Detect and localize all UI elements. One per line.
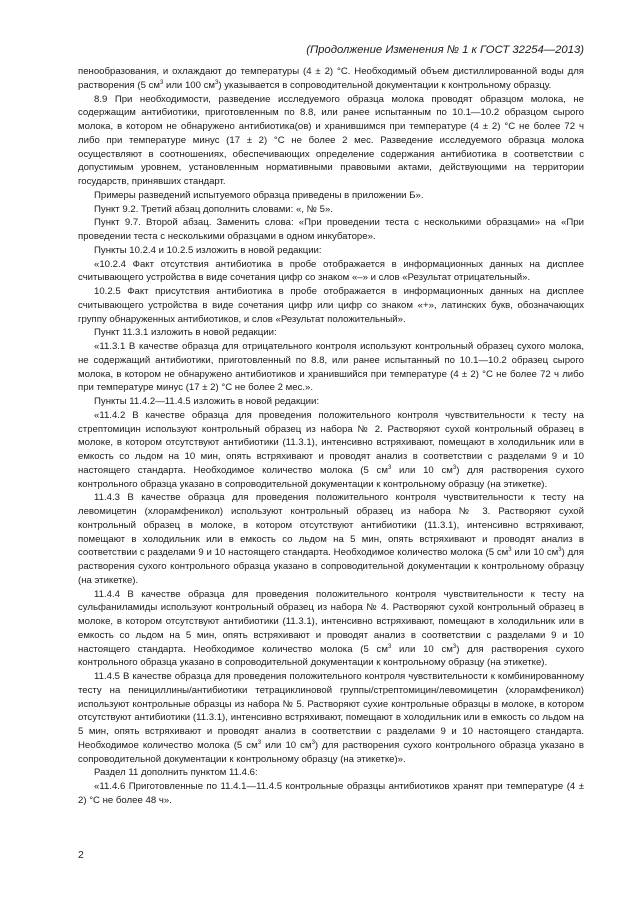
text-run: «11.4.6 Приготовленные по 11.4.1—11.4.5 контрольные образцы антибиотиков хранят при температуре (4 ± 2) °С не более 48 ч». xyxy=(78,781,584,806)
superscript: 3 xyxy=(452,464,457,471)
paragraph xyxy=(78,340,584,395)
paragraph xyxy=(78,395,584,409)
text-run: Пункт 9.2. Третий абзац дополнить словами: «, № 5». xyxy=(94,203,333,215)
superscript: 3 xyxy=(558,547,562,554)
text-run: 10.2.5 Факт присутствия антибиотика в пробе отображается в информационных данных на дисплее считывающего устройства в виде сочетания цифр или цифр со знаком «+», латинских букв, обозначающих группу обнаруженных антибиотиков, и слов «Результат положительный». xyxy=(78,286,584,325)
text-run: «11.3.1 В качестве образца для отрицательного контроля используют контрольный образец сухого молока, не содержащий антибиотики, приготовленный по 8.8, или ранее испытанный по 10.1—10.2 образец сырого молока, в котором не обнаружено антибиотиков и хранившийся при температуре (4 ± 2) °С не более 72 ч либо при температуре минус (17 ± 2) °С не более 2 мес.». xyxy=(78,341,584,394)
superscript: 3 xyxy=(387,643,392,650)
text-run: «10.2.4 Факт отсутствия антибиотика в пробе отображается в информационных данных на дисплее считывающего устройства в виде сочетания цифр со знаком «–» и слов «Результат отрицательный». xyxy=(78,258,584,284)
superscript: 3 xyxy=(387,464,392,471)
text-run: или 10 см xyxy=(261,739,312,751)
text-run: Пункт 11.3.1 изложить в новой редакции: xyxy=(94,327,277,339)
running-header xyxy=(78,44,584,56)
text-run: Пункты 10.2.4 и 10.2.5 изложить в новой редакции: xyxy=(94,244,322,256)
document-body xyxy=(78,65,584,808)
paragraph xyxy=(78,326,584,340)
text-run: ) указывается в сопроводительной документации к контрольному образцу. xyxy=(218,79,552,91)
superscript: 3 xyxy=(159,79,164,86)
text-run: пенообразования, и охлаждают до температуры (4 ± 2) °С. Необходимый объем дистиллированной воды для растворения (5 см xyxy=(78,66,584,91)
paragraph xyxy=(78,766,584,780)
paragraph xyxy=(78,588,584,671)
superscript: 3 xyxy=(508,547,512,554)
paragraph xyxy=(78,244,584,258)
superscript: 3 xyxy=(452,643,457,650)
running-title: (Продолжение Изменения № 1 к ГОСТ 32254—2013) xyxy=(306,44,584,56)
text-run: или 10 см xyxy=(511,547,559,559)
text-run: 8.9 При необходимости, разведение исследуемого образца молока проводят образцом молока, не содержащим антибиотики, приготовленным по 8.8, или ранее испытанным по 10.1—10.2 образцом сырого молока, в котором не обнаружено антибиотика(ов) и хранившимся при температуре (4 ± 2) °С не более 72 ч либо при температуре минус (17 ± 2) °С не более 2 мес. Разведение исследуемого образца молока осуществляют в соотношениях, обеспечивающих определение содержания антибиотика в соответствии с допустимым уровнем, установленным нормативными правовыми актами, действующими на территории государств, принявших стандарт. xyxy=(78,93,584,187)
text-run: или 100 см xyxy=(163,79,216,91)
text-run: 11.4.4 В качестве образца для проведения положительного контроля чувствительности к тесту на сульфаниламиды используют контрольный образец из набора № 4. Растворяют сухой контрольный образец в молоке, в котором отсутствуют антибиотики (11.3.1), интенсивно встряхивают, помещают в холодильник или в емкость со льдом на 5 мин, опять встряхивают и проводят анализ в соответствии с разделами 9 и 10 настоящего стандарта. Необходимое количество молока (5 см xyxy=(78,588,584,655)
paragraph xyxy=(78,409,584,492)
paragraph xyxy=(78,203,584,217)
superscript: 3 xyxy=(311,739,315,746)
paragraph xyxy=(78,93,584,189)
text-run: Пункты 11.4.2—11.4.5 изложить в новой редакции: xyxy=(94,396,320,407)
paragraph xyxy=(78,780,584,808)
text-run: Раздел 11 дополнить пунктом 11.4.6: xyxy=(94,767,258,779)
text-run: или 10 см xyxy=(391,464,453,476)
text-run: Пункт 9.7. Второй абзац. Заменить слова: «При проведении теста с несколькими образцами» на «При проведении теста с несколькими образцами в одном инкубаторе». xyxy=(78,217,584,242)
text-run: «11.4.2 В качестве образца для проведения положительного контроля чувствительности к тесту на стрептомицин используют контрольный образец из набора № 2. Растворяют сухой контрольный образец в молоке, в котором отсутствуют антибиотики (11.3.1), интенсивно встряхивают, помещают в холодильник или в емкость со льдом на 10 мин, опять встряхивают и проводят анализ в соответствии с разделами 9 и 10 настоящего стандарта. Необходимое количество молока (5 см xyxy=(78,409,584,476)
superscript: 3 xyxy=(257,739,262,746)
text-run: ) для растворения сухого контрольного образца указано в сопроводительной документации к контрольному образцу (на этикетке). xyxy=(78,643,584,669)
paragraph xyxy=(78,285,584,326)
text-run: ) для растворения сухого контрольного образца указано в сопроводительной документации к контрольному образцу (на этикетке). xyxy=(78,547,584,586)
text-run: Примеры разведений испытуемого образца приведены в приложении Б». xyxy=(94,189,424,201)
paragraph xyxy=(78,65,584,93)
text-run: 11.4.5 В качестве образца для проведения положительного контроля чувствительности к комбинированному тесту на пенициллины/антибиотики тетрациклиновой группы/стрептомицин/левомицетин (хлорамфеникол) используют контрольные образцы из набора № 5. Растворяют сухие контрольные образцы в молоке, в котором отсутствуют антибиотики (11.3.1), интенсивно встряхивают, помещают в холодильник или в емкость со льдом на 5 мин, опять встряхивают и проводят анализ в соответствии с разделами 9 и 10 настоящего стандарта. Необходимое количество молока (5 см xyxy=(78,671,584,751)
superscript: 3 xyxy=(215,79,219,86)
paragraph xyxy=(78,216,584,244)
text-run: ) для растворения сухого контрольного образца указано в сопроводительной документации к контрольному образцу (на этикетке). xyxy=(78,464,584,490)
paragraph xyxy=(78,491,584,587)
text-run: или 10 см xyxy=(391,643,453,655)
paragraph xyxy=(78,258,584,286)
paragraph xyxy=(78,670,584,766)
page-number: 2 xyxy=(78,849,84,861)
paragraph xyxy=(78,189,584,203)
text-run: 11.4.3 В качестве образца для проведения положительного контроля чувствительности к тесту на левомицетин (хлорамфеникол) используют контрольный образец из набора № 3. Растворяют сухой контрольный образец в молоке, в котором отсутствуют антибиотики (11.3.1), интенсивно встряхивают, помещают в холодильник или в емкость со льдом на 5 мин, опять встряхивают и проводят анализ в соответствии с разделами 9 и 10 настоящего стандарта. Необходимое количество молока (5 см xyxy=(78,492,584,559)
text-run: ) для растворения сухого контрольного образца указано в сопроводительной документации к контрольному образцу (на этикетке)». xyxy=(78,739,584,765)
